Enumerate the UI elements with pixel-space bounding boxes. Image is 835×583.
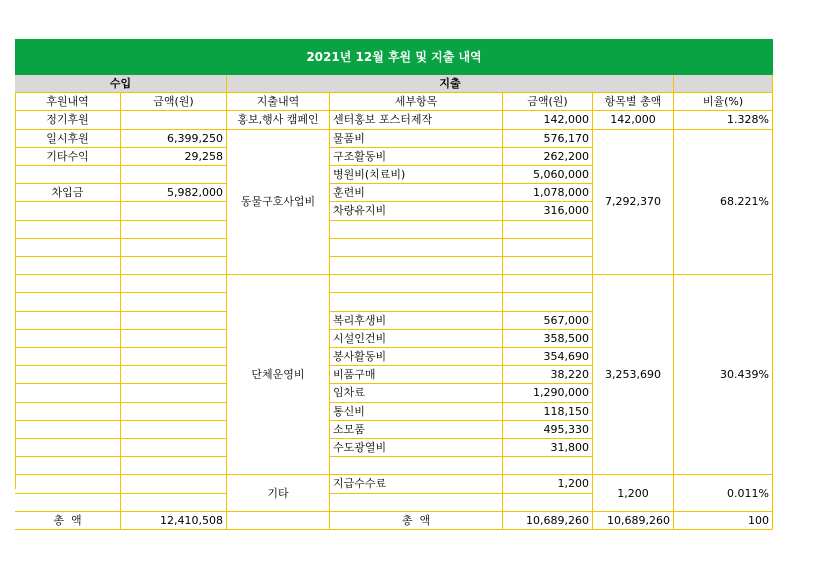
income-amount-cell — [121, 257, 227, 275]
income-amount-cell — [121, 239, 227, 257]
expense-amount-cell: 31,800 — [503, 439, 593, 457]
expense-amount-cell — [503, 221, 593, 239]
expense-detail-cell: 병원비(치료비) — [330, 166, 503, 184]
income-total-value: 12,410,508 — [121, 512, 227, 530]
income-amount-cell — [121, 221, 227, 239]
income-item-cell — [15, 166, 121, 184]
expense-total-value: 10,689,260 — [503, 512, 593, 530]
income-item-cell — [15, 366, 121, 384]
income-amount-cell — [121, 293, 227, 311]
income-section-header: 수입 — [15, 75, 227, 93]
expense-detail-cell: 훈련비 — [330, 184, 503, 202]
income-amount-cell — [121, 366, 227, 384]
expense-amount-cell: 316,000 — [503, 202, 593, 220]
expense-category-cell: 단체운영비 — [227, 275, 330, 475]
income-item-cell — [15, 293, 121, 311]
expense-amount-cell: 358,500 — [503, 330, 593, 348]
income-amount-cell — [121, 494, 227, 512]
expense-detail-cell: 센터홍보 포스터제작 — [330, 111, 503, 129]
expense-amount-cell — [503, 257, 593, 275]
expense-detail-cell — [330, 494, 503, 512]
expense-amount-cell: 495,330 — [503, 421, 593, 439]
income-amount-cell — [121, 475, 227, 493]
expense-detail-cell: 통신비 — [330, 403, 503, 421]
expense-category-cell: 기타 — [227, 475, 330, 511]
income-item-cell: 정기후원 — [15, 111, 121, 129]
category-total-cell: 142,000 — [593, 111, 674, 129]
income-item-cell: 기타수익 — [15, 148, 121, 166]
header-expense-category: 지출내역 — [227, 93, 330, 111]
income-amount-cell — [121, 403, 227, 421]
expense-amount-cell: 38,220 — [503, 366, 593, 384]
ratio-section-header — [674, 75, 773, 93]
income-item-cell — [15, 275, 121, 293]
expense-detail-cell — [330, 221, 503, 239]
income-item-cell — [15, 312, 121, 330]
income-item-cell — [15, 257, 121, 275]
income-item-cell: 일시후원 — [15, 130, 121, 148]
expense-amount-cell: 1,200 — [503, 475, 593, 493]
expense-detail-cell: 수도광열비 — [330, 439, 503, 457]
income-item-cell — [15, 330, 121, 348]
expense-detail-cell — [330, 457, 503, 475]
income-item-cell — [15, 384, 121, 402]
income-item-cell — [15, 421, 121, 439]
expense-detail-cell: 복리후생비 — [330, 312, 503, 330]
income-item-cell — [15, 348, 121, 366]
expense-amount-cell — [503, 275, 593, 293]
expense-detail-cell — [330, 257, 503, 275]
income-item-cell — [15, 403, 121, 421]
income-amount-cell — [121, 275, 227, 293]
income-item-cell — [15, 475, 121, 493]
income-amount-cell — [121, 330, 227, 348]
income-amount-cell — [121, 439, 227, 457]
expense-amount-cell: 1,078,000 — [503, 184, 593, 202]
income-item-cell — [15, 202, 121, 220]
ratio-cell: 68.221% — [674, 130, 773, 276]
expense-amount-cell — [503, 239, 593, 257]
expense-detail-cell: 소모품 — [330, 421, 503, 439]
income-amount-cell — [121, 111, 227, 129]
expense-detail-cell — [330, 239, 503, 257]
income-item-cell — [15, 221, 121, 239]
ratio-cell: 1.328% — [674, 111, 773, 129]
income-amount-cell: 5,982,000 — [121, 184, 227, 202]
totals-blank — [227, 512, 330, 530]
report-title: 2021년 12월 후원 및 지출 내역 — [15, 39, 773, 75]
expense-category-cell: 동물구호사업비 — [227, 130, 330, 276]
expense-amount-cell: 118,150 — [503, 403, 593, 421]
ratio-cell: 0.011% — [674, 475, 773, 511]
category-total-cell: 1,200 — [593, 475, 674, 511]
expense-amount-cell — [503, 293, 593, 311]
income-amount-cell — [121, 166, 227, 184]
expense-detail-cell: 지급수수료 — [330, 475, 503, 493]
income-amount-cell: 6,399,250 — [121, 130, 227, 148]
ratio-sum-value: 100 — [674, 512, 773, 530]
income-amount-cell — [121, 312, 227, 330]
expense-detail-cell: 임차료 — [330, 384, 503, 402]
income-item-cell — [15, 439, 121, 457]
header-income-amount: 금액(원) — [121, 93, 227, 111]
expense-amount-cell: 1,290,000 — [503, 384, 593, 402]
expense-amount-cell: 567,000 — [503, 312, 593, 330]
expense-amount-cell: 142,000 — [503, 111, 593, 129]
category-total-cell: 3,253,690 — [593, 275, 674, 475]
expense-section-header: 지출 — [227, 75, 674, 93]
category-sum-value: 10,689,260 — [593, 512, 674, 530]
ratio-cell: 30.439% — [674, 275, 773, 475]
income-item-cell — [15, 239, 121, 257]
expense-detail-cell: 비품구매 — [330, 366, 503, 384]
expense-amount-cell: 576,170 — [503, 130, 593, 148]
expense-amount-cell: 262,200 — [503, 148, 593, 166]
expense-amount-cell — [503, 494, 593, 512]
expense-detail-cell: 시설인건비 — [330, 330, 503, 348]
income-amount-cell: 29,258 — [121, 148, 227, 166]
expense-category-cell: 홍보,행사 캠페인 — [227, 111, 330, 129]
expense-amount-cell — [503, 457, 593, 475]
income-item-cell: 차입금 — [15, 184, 121, 202]
income-amount-cell — [121, 457, 227, 475]
header-category-total: 항목별 총액 — [593, 93, 674, 111]
income-item-cell — [15, 494, 121, 512]
expense-amount-cell: 5,060,000 — [503, 166, 593, 184]
expense-detail-cell: 차량유지비 — [330, 202, 503, 220]
income-total-label: 총 액 — [15, 512, 121, 530]
header-expense-amount: 금액(원) — [503, 93, 593, 111]
expense-total-label: 총 액 — [330, 512, 503, 530]
expense-detail-cell — [330, 275, 503, 293]
income-item-cell — [15, 457, 121, 475]
expense-amount-cell: 354,690 — [503, 348, 593, 366]
header-income-item: 후원내역 — [15, 93, 121, 111]
header-expense-detail: 세부항목 — [330, 93, 503, 111]
expense-report-table — [15, 39, 773, 527]
category-total-cell: 7,292,370 — [593, 130, 674, 276]
expense-detail-cell — [330, 293, 503, 311]
expense-detail-cell: 봉사활동비 — [330, 348, 503, 366]
header-ratio: 비율(%) — [674, 93, 773, 111]
income-amount-cell — [121, 202, 227, 220]
expense-detail-cell: 물품비 — [330, 130, 503, 148]
income-amount-cell — [121, 421, 227, 439]
income-amount-cell — [121, 348, 227, 366]
expense-detail-cell: 구조활동비 — [330, 148, 503, 166]
income-amount-cell — [121, 384, 227, 402]
